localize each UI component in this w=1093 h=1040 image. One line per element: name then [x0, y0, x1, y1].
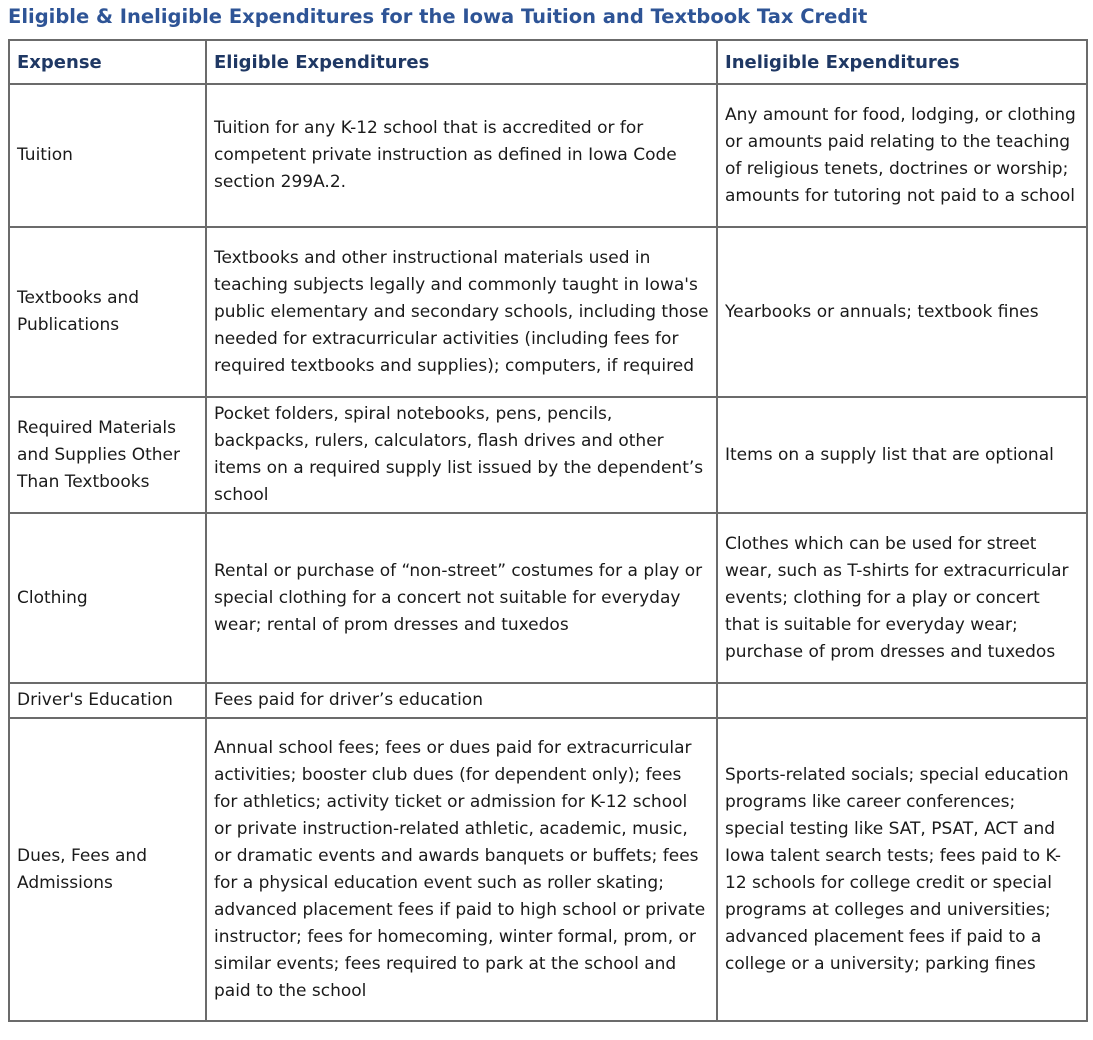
header-ineligible: Ineligible Expenditures — [717, 40, 1087, 84]
table-row — [9, 84, 1087, 227]
eligible-cell: Textbooks and other instructional materials used in teaching subjects legally and commonly taught in Iowa's public elementary and secondary schools, including those needed for extracurricular activities (including fees for required textbooks and supplies); computers, if required — [206, 227, 717, 397]
table-row — [9, 397, 1087, 513]
table-row — [9, 683, 1087, 718]
expense-cell: Dues, Fees and Admissions — [9, 718, 206, 1021]
eligible-cell: Annual school fees; fees or dues paid for extracurricular activities; booster club dues (for dependent only); fees for athletics; activity ticket or admission for K-12 school or private instruction-related athletic, academic, music, or dramatic events and awards banquets or buffets; fees for a physical education event such as roller skating; advanced placement fees if paid to high school or private instructor; fees for homecoming, winter formal, prom, or similar events; fees required to park at the school and paid to the school — [206, 718, 717, 1021]
ineligible-cell: Any amount for food, lodging, or clothing or amounts paid relating to the teaching of religious tenets, doctrines or worship; amounts for tutoring not paid to a school — [717, 84, 1087, 227]
eligible-cell: Tuition for any K-12 school that is accredited or for competent private instruction as defined in Iowa Code section 299A.2. — [206, 84, 717, 227]
eligible-cell: Rental or purchase of “non-street” costumes for a play or special clothing for a concert not suitable for everyday wear; rental of prom dresses and tuxedos — [206, 513, 717, 683]
ineligible-cell: Clothes which can be used for street wear, such as T-shirts for extracurricular events; clothing for a play or concert that is suitable for everyday wear; purchase of prom dresses and tuxedos — [717, 513, 1087, 683]
table-row — [9, 227, 1087, 397]
expense-cell: Clothing — [9, 513, 206, 683]
ineligible-cell: Yearbooks or annuals; textbook fines — [717, 227, 1087, 397]
expense-cell: Driver's Education — [9, 683, 206, 718]
eligible-cell: Fees paid for driver’s education — [206, 683, 717, 718]
expense-cell: Required Materials and Supplies Other Than Textbooks — [9, 397, 206, 513]
header-expense: Expense — [9, 40, 206, 84]
eligible-cell: Pocket folders, spiral notebooks, pens, pencils, backpacks, rulers, calculators, flash drives and other items on a required supply list issued by the dependent’s school — [206, 397, 717, 513]
header-eligible: Eligible Expenditures — [206, 40, 717, 84]
expense-cell: Tuition — [9, 84, 206, 227]
expense-cell: Textbooks and Publications — [9, 227, 206, 397]
ineligible-cell — [717, 683, 1087, 718]
table-row — [9, 718, 1087, 1021]
table-row — [9, 513, 1087, 683]
ineligible-cell: Items on a supply list that are optional — [717, 397, 1087, 513]
document-title: Eligible & Ineligible Expenditures for the Iowa Tuition and Textbook Tax Credit — [8, 5, 868, 28]
ineligible-cell: Sports-related socials; special education programs like career conferences; special testing like SAT, PSAT, ACT and Iowa talent search tests; fees paid to K-12 schools for college credit or special programs at colleges and universities; advanced placement fees if paid to a college or a university; parking fines — [717, 718, 1087, 1021]
expenditures-table — [8, 39, 1088, 1022]
table-header-row — [9, 40, 1087, 84]
